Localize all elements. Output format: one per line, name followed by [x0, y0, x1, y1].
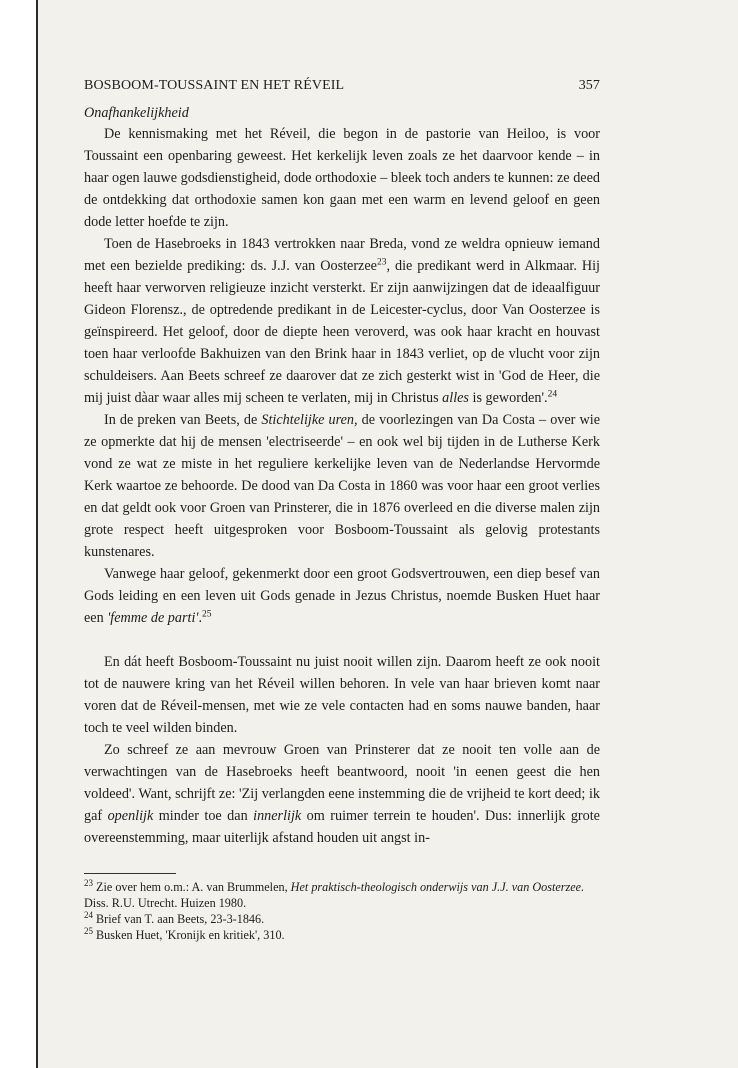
text-run: Busken Huet, 'Kronijk en kritiek', 310. — [93, 928, 285, 942]
italic-text: Stichtelijke uren, — [261, 412, 358, 428]
paragraph — [84, 739, 600, 849]
footnote-reference: 23 — [376, 257, 387, 268]
text-run: minder toe dan — [153, 808, 254, 824]
text-run: Toen de Hasebroeks in 1843 vertrokken naar Breda, vond ze weldra opnieuw iemand met een bezielde prediking: ds. J.J. van Oosterzee — [84, 236, 600, 274]
running-header — [84, 78, 600, 98]
text-run: . — [198, 610, 202, 626]
body-text — [84, 123, 600, 849]
footnote — [84, 911, 600, 927]
footnotes — [84, 879, 600, 943]
text-run: Brief van T. aan Beets, 23-3-1846. — [93, 912, 265, 926]
running-title: BOSBOOM-TOUSSAINT EN HET RÉVEIL — [84, 78, 345, 93]
paragraph — [84, 409, 600, 563]
footnote — [84, 879, 600, 911]
text-run: , die predikant werd in Alkmaar. Hij heeft haar verworven religieuze inzicht versterkt. Er zijn aanwijzingen dat de ideaalfiguur Gideon Florensz., de optredende predikant in de Leicester-cyclus, door Van Oosterzee is geïnspireerd. Het geloof, door de diepte heen veroverd, was ook haar kracht en houvast toen haar verloofde Bakhuizen van den Brink haar in 1843 verliet, op de vlucht voor zijn schuldeisers. Aan Beets schreef ze daarover dat ze zich gesterkt wist in 'God de Heer, die mij juist dàar waar alles mij scheen te verlaten, mij in Christus — [84, 258, 600, 406]
text-run: En dát heeft Bosboom-Toussaint nu juist nooit willen zijn. Daarom heeft ze ook nooit tot de nauwere kring van het Réveil willen behoren. In vele van haar brieven komt naar voren dat de Réveil-mensen, met wie ze vele contacten had en soms nauwe banden, haar toch te veel wilden binden. — [84, 654, 600, 736]
italic-text: 'femme de parti' — [107, 610, 199, 626]
text-run: Zie over hem o.m.: A. van Brummelen, — [93, 880, 291, 894]
text-run: Vanwege haar geloof, gekenmerkt door een groot Godsvertrouwen, een diep besef van Gods leiding en een leven uit Gods genade in Jezus Christus, noemde Busken Huet haar een — [84, 566, 600, 626]
text-run: is geworden'. — [468, 390, 548, 406]
paragraph — [84, 123, 600, 233]
page-number: 357 — [578, 78, 600, 93]
italic-text: innerlijk — [253, 808, 302, 824]
section-heading: Onafhankelijkheid — [84, 105, 189, 121]
paragraph — [84, 563, 600, 629]
italic-text: openlijk — [107, 808, 154, 824]
paragraph — [84, 233, 600, 409]
page-body — [84, 78, 600, 943]
text-run: De kennismaking met het Réveil, die begon in de pastorie van Heiloo, is voor Toussaint een openbaring geweest. Het kerkelijk leven zoals ze het daarvoor kende – in haar ogen lauwe godsdienstigheid, dode orthodoxie – bleek toch anders te kunnen: ze deed de ontdekking dat orthodoxie samen kon gaan met een warm en levend geloof en geen dode letter hoefde te zijn. — [84, 126, 600, 230]
footnote-reference: 25 — [84, 925, 93, 936]
footnote-reference: 23 — [84, 877, 93, 888]
text-run: Zo schreef ze aan mevrouw Groen van Prinsterer dat ze nooit ten volle aan de verwachtingen van de Hasebroeks heeft beantwoord, nooit 'in eenen geest die hen voldeed'. Want, schrijft ze: 'Zij verlangden eene instemming die de vrijheid te kort deed; ik gaf — [84, 742, 600, 824]
footnote — [84, 927, 600, 943]
text-run: om ruimer terrein te houden'. Dus: innerlijk grote overeenstemming, maar uiterlijk afstand houden uit angst in- — [84, 808, 600, 846]
text-run: Diss. R.U. Utrecht. Huizen 1980. — [84, 896, 247, 910]
paragraph — [84, 651, 600, 739]
italic-text: alles — [442, 390, 469, 406]
italic-text: Het praktisch-theologisch onderwijs van J.J. van Oosterzee. — [290, 880, 585, 894]
footnote-reference: 24 — [547, 389, 558, 400]
text-run: de voorlezingen van Da Costa – over wie ze opmerkte dat hij de mensen 'electriseerde' – en ook wel bij tijden in de Lutherse Kerk vond ze wat ze miste in het reguliere kerkelijke leven van de Nederlandse Hervormde Kerk waartoe ze behoorde. De dood van Da Costa in 1860 was voor haar een groot verlies en dat geldt ook voor Groen van Prinsterer, die in 1876 overleed en die diverse malen zijn grote respect heeft uitgesproken voor Bosboom-Toussaint als gelovig protestants kunstenares. — [84, 412, 600, 560]
footnote-reference: 24 — [84, 909, 93, 920]
footnote-divider — [84, 873, 176, 874]
footnote-reference: 25 — [201, 609, 212, 620]
text-run: In de preken van Beets, de — [104, 412, 262, 428]
